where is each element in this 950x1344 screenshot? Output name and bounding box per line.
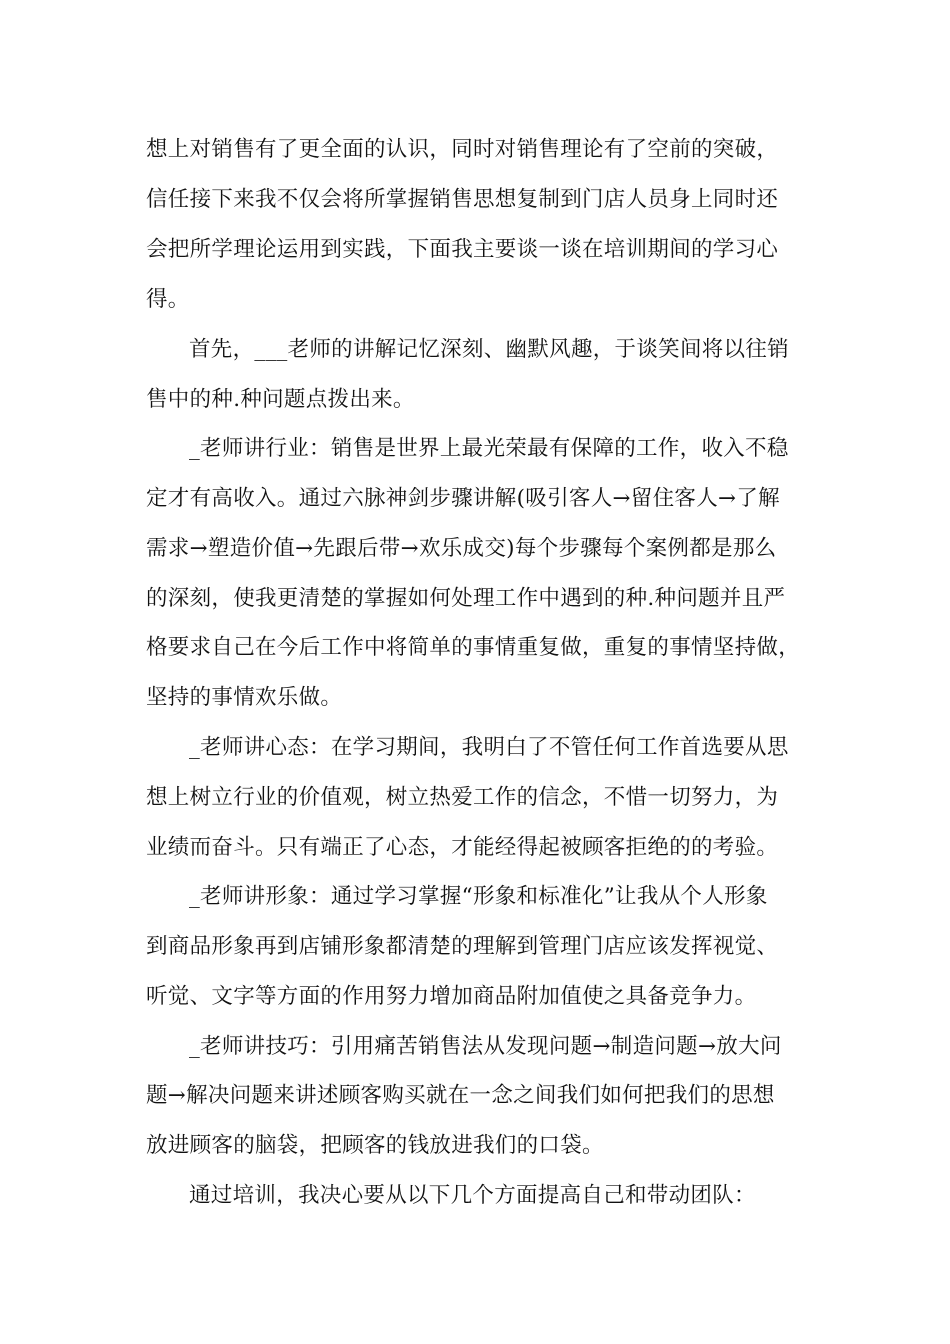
paragraph-first-line: _老师讲形象：通过学习掌握“形象和标准化”让我从个人形象 xyxy=(189,884,768,909)
text-line: 需求→塑造价值→先跟后带→欢乐成交)每个步骤每个案例都是那么 xyxy=(146,536,777,561)
text-line: 售中的种.种问题点拨出来。 xyxy=(146,387,415,412)
text-line: 定才有高收入。通过六脉神剑步骤讲解(吸引客人→留住客人→了解 xyxy=(146,486,780,511)
text-line: 会把所学理论运用到实践，下面我主要谈一谈在培训期间的学习心 xyxy=(146,237,779,262)
text-line: 坚持的事情欢乐做。 xyxy=(146,685,343,710)
text-line: 信任接下来我不仅会将所掌握销售思想复制到门店人员身上同时还 xyxy=(146,187,779,212)
text-line: 放进顾客的脑袋，把顾客的钱放进我们的口袋。 xyxy=(146,1133,604,1158)
paragraph-first-line: _老师讲心态：在学习期间，我明白了不管任何工作首选要从思 xyxy=(189,735,789,760)
text-line: 想上对销售有了更全面的认识，同时对销售理论有了空前的突破， xyxy=(146,137,779,162)
paragraph-first-line: _老师讲技巧：引用痛苦销售法从发现问题→制造问题→放大问 xyxy=(189,1034,782,1059)
text-line: 题→解决问题来讲述顾客购买就在一念之间我们如何把我们的思想 xyxy=(146,1083,775,1108)
text-line: 格要求自己在今后工作中将简单的事情重复做，重复的事情坚持做， xyxy=(146,635,801,660)
text-line: 想上树立行业的价值观，树立热爱工作的信念，不惜一切努力，为 xyxy=(146,785,779,810)
paragraph-first-line: 通过培训，我决心要从以下几个方面提高自己和带动团队： xyxy=(189,1183,756,1208)
paragraph-first-line: 首先，___老师的讲解记忆深刻、幽默风趣，于谈笑间将以往销 xyxy=(189,337,789,362)
text-line: 听觉、文字等方面的作用努力增加商品附加值使之具备竞争力。 xyxy=(146,984,757,1009)
text-line: 得。 xyxy=(146,287,190,312)
paragraph-first-line: _老师讲行业：销售是世界上最光荣最有保障的工作，收入不稳 xyxy=(189,436,789,461)
text-line: 的深刻，使我更清楚的掌握如何处理工作中遇到的种.种问题并且严 xyxy=(146,586,786,611)
text-line: 到商品形象再到店铺形象都清楚的理解到管理门店应该发挥视觉、 xyxy=(146,934,779,959)
text-line: 业绩而奋斗。只有端正了心态，才能经得起被顾客拒绝的的考验。 xyxy=(146,835,779,860)
